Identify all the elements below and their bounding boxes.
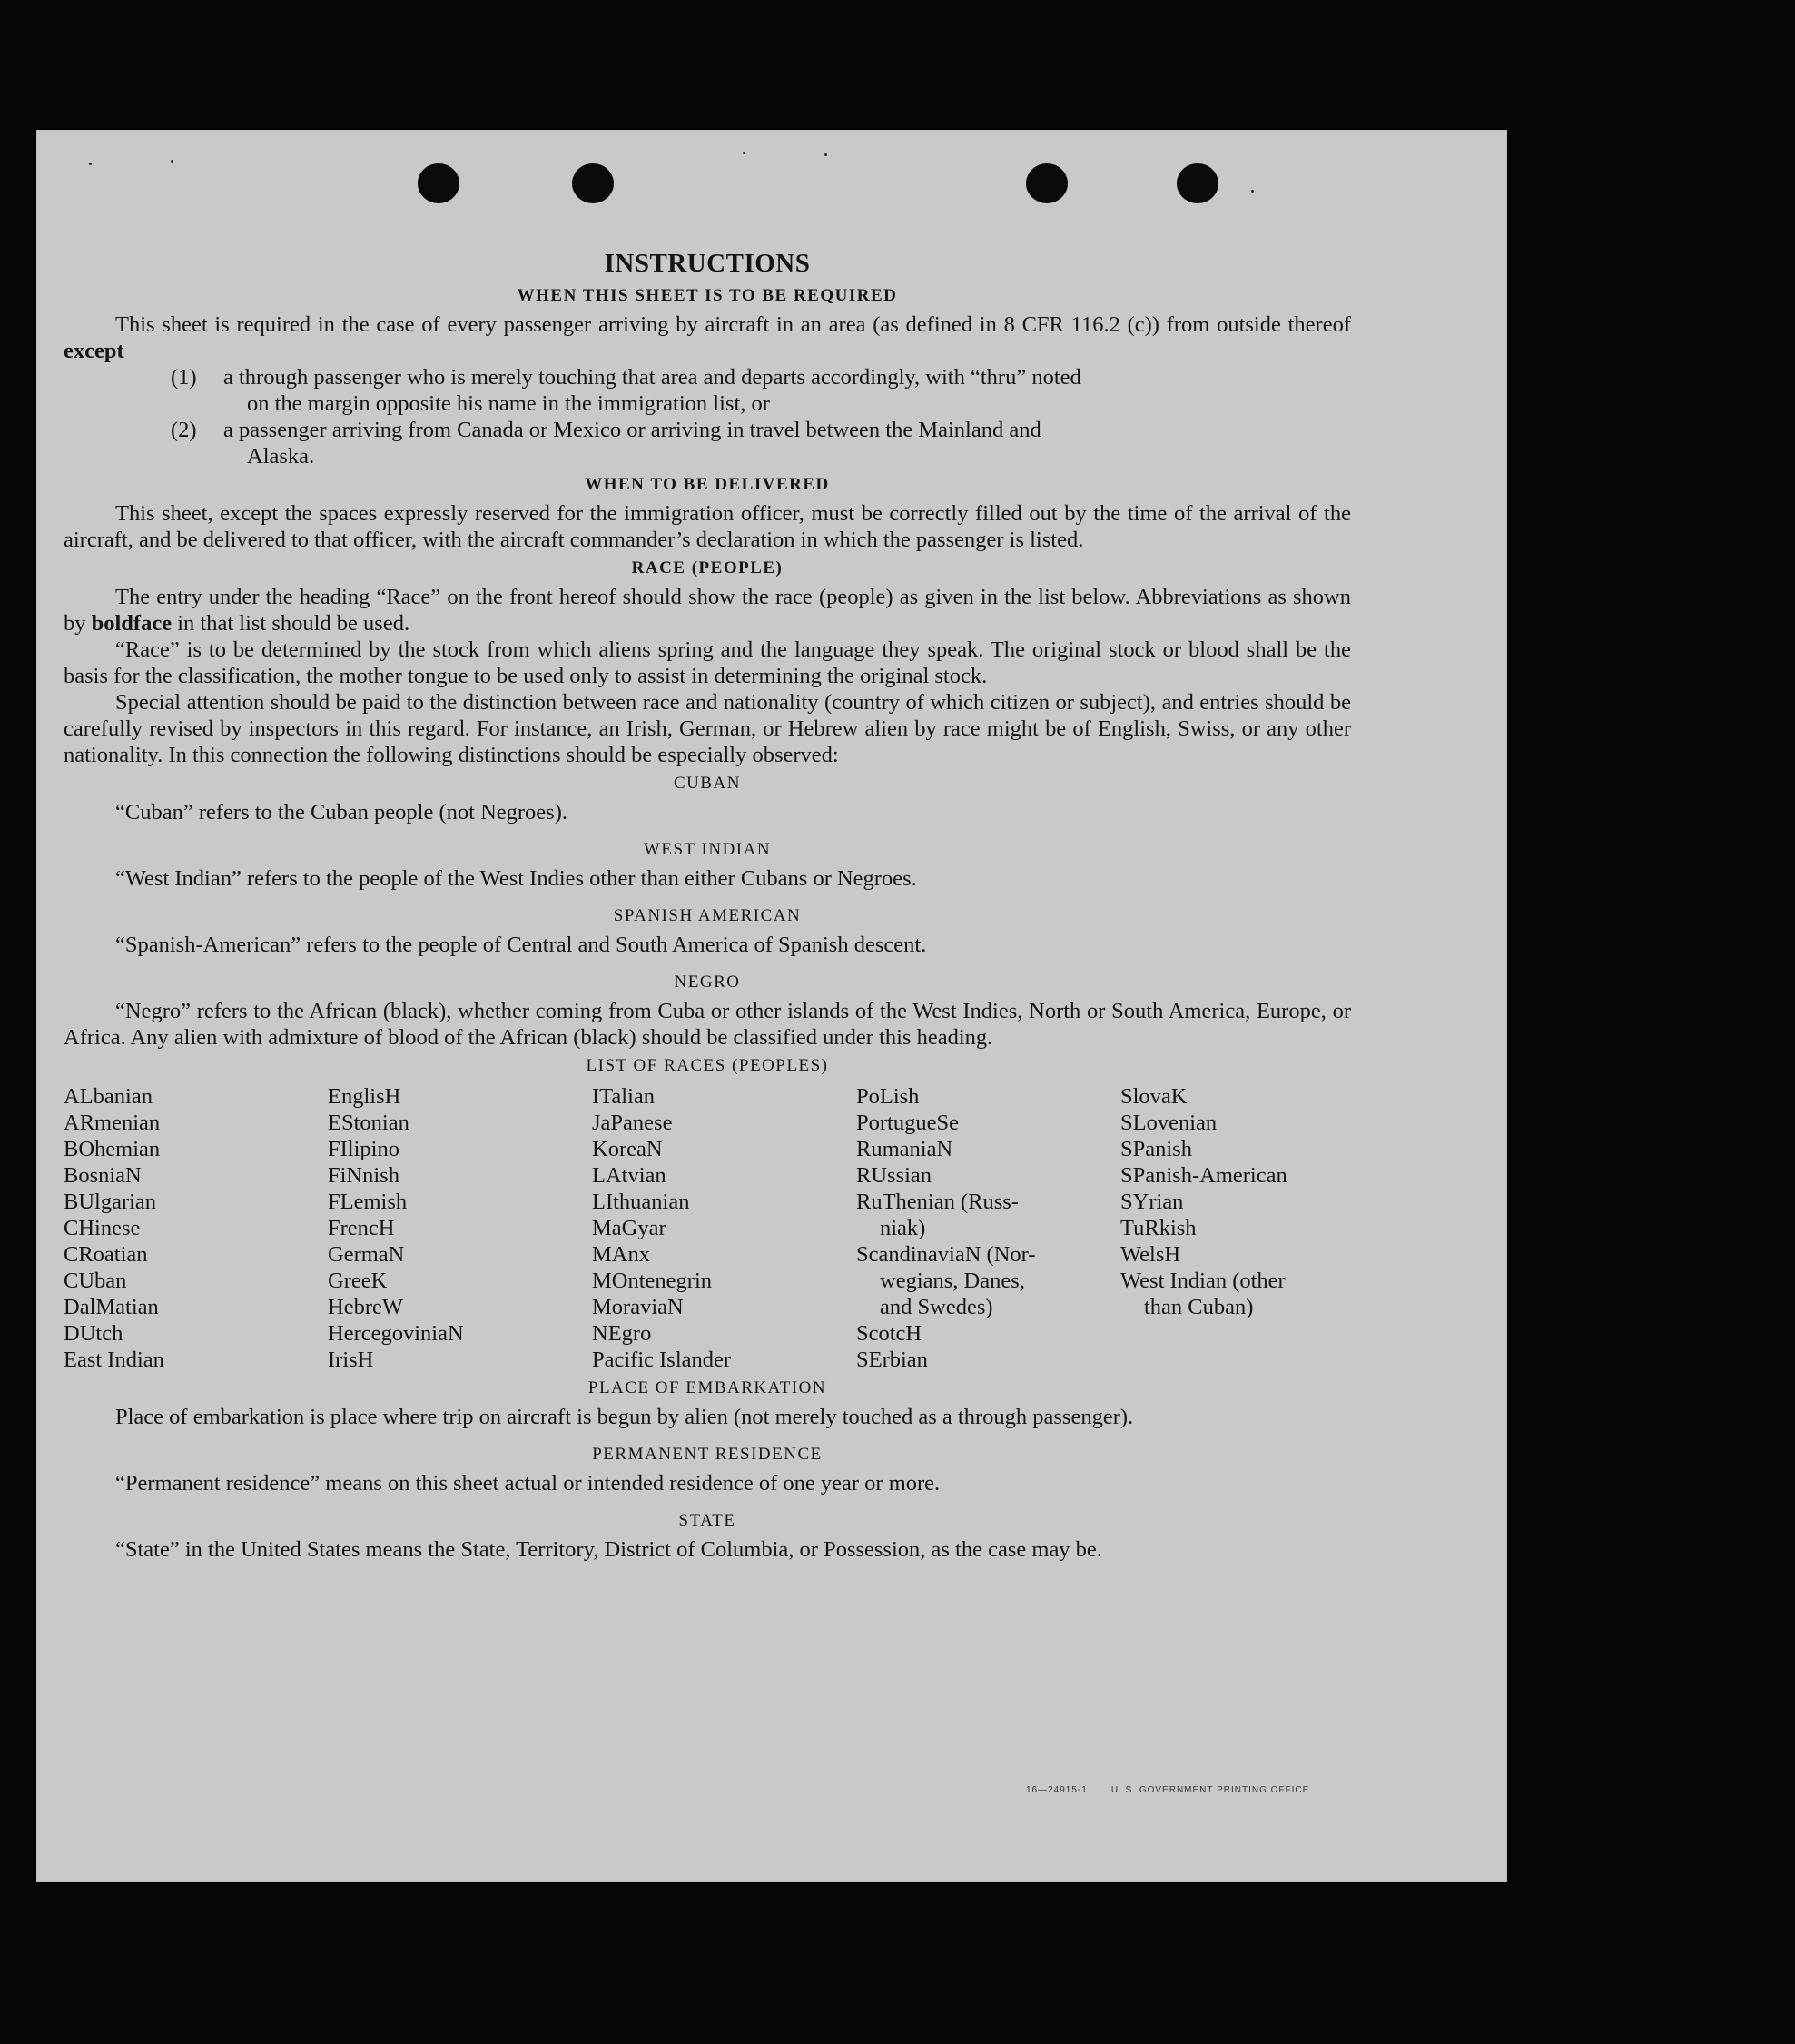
races-column: [64, 1083, 328, 1373]
race-entry: SYrian: [1120, 1190, 1184, 1214]
speck: [171, 160, 173, 163]
race-entry: ALbanian: [64, 1084, 153, 1109]
race-entry: HebreW: [328, 1295, 403, 1319]
race-entry: LAtvian: [592, 1163, 666, 1188]
race-entry: EStonian: [328, 1111, 409, 1135]
punch-hole: [418, 163, 459, 203]
race-entry: PoLish: [856, 1084, 920, 1109]
punch-hole: [1026, 163, 1068, 203]
intro-paragraph: [64, 311, 1351, 364]
heading-negro: NEGRO: [674, 973, 741, 992]
race-entry: EnglisH: [328, 1084, 401, 1109]
races-column: [856, 1083, 1120, 1373]
heading-permanent-residence: PERMANENT RESIDENCE: [592, 1445, 823, 1464]
intro-text: This sheet is required in the case of every passenger arriving by aircraft in an area (as defined in 8 CFR 116.2 (c)) from outside thereof: [115, 312, 1351, 337]
race-entry: FrencH: [328, 1216, 395, 1240]
item-number: (1): [171, 365, 197, 390]
page-title: INSTRUCTIONS: [604, 249, 811, 278]
document-sheet: [36, 130, 1507, 1882]
race-p1-text: The entry under the heading “Race” on the front hereof should show the race (people) as given in the list below. Abbreviations as shown by: [64, 585, 1351, 636]
speck: [89, 163, 92, 165]
race-entry: FIlipino: [328, 1137, 399, 1161]
heading-spanish-american: SPANISH AMERICAN: [613, 906, 802, 925]
race-entry: RUssian: [856, 1163, 932, 1188]
heading-list-of-races: LIST OF RACES (PEOPLES): [586, 1056, 829, 1075]
race-entry: GermaN: [328, 1242, 405, 1267]
races-list: [64, 1083, 1351, 1373]
race-entry: MOntenegrin: [592, 1269, 712, 1293]
race-entry: PortugueSe: [856, 1111, 959, 1135]
race-p1-bold: boldface: [91, 611, 173, 636]
race-entry: CRoatian: [64, 1242, 148, 1267]
race-entry: LIthuanian: [592, 1190, 690, 1214]
race-entry-continuation: than Cuban): [1144, 1295, 1254, 1319]
heading-when-required: WHEN THIS SHEET IS TO BE REQUIRED: [517, 286, 898, 305]
races-column: [1120, 1083, 1351, 1373]
cuban-paragraph: “Cuban” refers to the Cuban people (not Negroes).: [115, 800, 567, 825]
item-continuation: Alaska.: [247, 444, 315, 469]
delivered-paragraph: This sheet, except the spaces expressly reserved for the immigration officer, must be correctly filled out by the time of the arrival of the aircraft, and be delivered to that officer, with the aircraft commander’s declaration in which the passenger is listed.: [64, 501, 1351, 552]
form-number: 16—24915-1: [1026, 1785, 1088, 1795]
race-entry: West Indian (other: [1120, 1269, 1286, 1293]
race-entry: RumaniaN: [856, 1137, 953, 1161]
punch-hole: [572, 163, 614, 203]
intro-except: except: [64, 339, 124, 363]
list-item: [64, 417, 1351, 469]
race-entry: SPanish: [1120, 1137, 1192, 1161]
race-entry: NEgro: [592, 1321, 652, 1346]
heading-when-delivered: WHEN TO BE DELIVERED: [585, 475, 830, 494]
race-entry: RuThenian (Russ-: [856, 1190, 1019, 1214]
item-continuation: on the margin opposite his name in the immigration list, or: [247, 391, 770, 416]
race-entry: GreeK: [328, 1269, 388, 1293]
race-entry-continuation: wegians, Danes,: [880, 1269, 1025, 1293]
race-entry: Pacific Islander: [592, 1348, 732, 1372]
item-line: a through passenger who is merely touching that area and departs accordingly, with “thru” noted: [223, 365, 1081, 390]
spanish-american-paragraph: “Spanish-American” refers to the people of Central and South America of Spanish descent.: [115, 933, 927, 957]
race-entry: TuRkish: [1120, 1216, 1197, 1240]
race-entry: IrisH: [328, 1348, 374, 1372]
punch-hole: [1177, 163, 1218, 203]
race-entry: KoreaN: [592, 1137, 663, 1161]
speck: [743, 152, 745, 154]
race-entry: CUban: [64, 1269, 127, 1293]
heading-west-indian: WEST INDIAN: [643, 840, 772, 859]
race-entry: DalMatian: [64, 1295, 159, 1319]
race-entry: East Indian: [64, 1348, 164, 1372]
race-entry: SlovaK: [1120, 1084, 1188, 1109]
negro-paragraph: “Negro” refers to the African (black), whether coming from Cuba or other islands of the West Indies, North or South America, Europe, or Africa. Any alien with admixture of blood of the African (black) should be classified under this heading.: [64, 999, 1351, 1050]
race-entry: SPanish-American: [1120, 1163, 1287, 1188]
race-entry: CHinese: [64, 1216, 141, 1240]
residence-paragraph: “Permanent residence” means on this sheet actual or intended residence of one year or more.: [115, 1471, 941, 1496]
heading-cuban: CUBAN: [673, 774, 741, 793]
heading-race: RACE (PEOPLE): [631, 558, 784, 578]
race-entry: BosniaN: [64, 1163, 142, 1188]
embarkation-paragraph: Place of embarkation is place where trip on aircraft is begun by alien (not merely touched as a through passenger).: [115, 1405, 1134, 1429]
item-line: a passenger arriving from Canada or Mexico or arriving in travel between the Mainland and: [223, 418, 1041, 442]
race-entry: SErbian: [856, 1348, 928, 1372]
item-number: (2): [171, 418, 197, 442]
race-entry: JaPanese: [592, 1111, 673, 1135]
race-entry: FLemish: [328, 1190, 408, 1214]
item-text: [223, 417, 1351, 469]
race-entry: DUtch: [64, 1321, 123, 1346]
race-entry: BUlgarian: [64, 1190, 157, 1214]
race-paragraph-1: [64, 584, 1351, 637]
printer-imprint: U. S. GOVERNMENT PRINTING OFFICE: [1110, 1785, 1310, 1795]
race-entry: MAnx: [592, 1242, 650, 1267]
speck: [824, 153, 827, 156]
heading-embarkation: PLACE OF EMBARKATION: [587, 1378, 827, 1397]
race-entry: MaGyar: [592, 1216, 666, 1240]
race-entry: ScandinaviaN (Nor-: [856, 1242, 1036, 1267]
instructions-content: [64, 248, 1351, 1563]
list-item: [64, 364, 1351, 417]
races-column: [592, 1083, 856, 1373]
race-entry: MoraviaN: [592, 1295, 684, 1319]
west-indian-paragraph: “West Indian” refers to the people of the West Indies other than either Cubans or Negroes.: [115, 866, 917, 891]
race-p1-text-end: in that list should be used.: [177, 611, 410, 636]
race-paragraph-2: “Race” is to be determined by the stock from which aliens spring and the language they speak. The original stock or blood shall be the basis for the classification, the mother tongue to be used only to assist in determining the original stock.: [64, 637, 1351, 688]
race-entry: WelsH: [1120, 1242, 1181, 1267]
race-paragraph-3: Special attention should be paid to the distinction between race and nationality (country of which citizen or subject), and entries should be carefully revised by inspectors in this regard. For instance, an Irish, German, or Hebrew alien by race might be of English, Swiss, or any other nationality. In this connection the following distinctions should be especially observed:: [64, 690, 1351, 767]
state-paragraph: “State” in the United States means the State, Territory, District of Columbia, or Possession, as the case may be.: [115, 1537, 1102, 1562]
printer-footer: [1026, 1785, 1333, 1795]
race-entry-continuation: and Swedes): [880, 1295, 993, 1319]
race-entry: ITalian: [592, 1084, 656, 1109]
speck: [1251, 190, 1254, 193]
race-entry: BOhemian: [64, 1137, 161, 1161]
race-entry: FiNnish: [328, 1163, 399, 1188]
race-entry: SLovenian: [1120, 1111, 1218, 1135]
item-text: [223, 364, 1351, 417]
race-entry: ARmenian: [64, 1111, 161, 1135]
race-entry-continuation: niak): [880, 1216, 926, 1240]
races-column: [328, 1083, 592, 1373]
race-entry: ScotcH: [856, 1321, 922, 1346]
race-entry: HercegoviniaN: [328, 1321, 464, 1346]
heading-state: STATE: [678, 1511, 736, 1530]
